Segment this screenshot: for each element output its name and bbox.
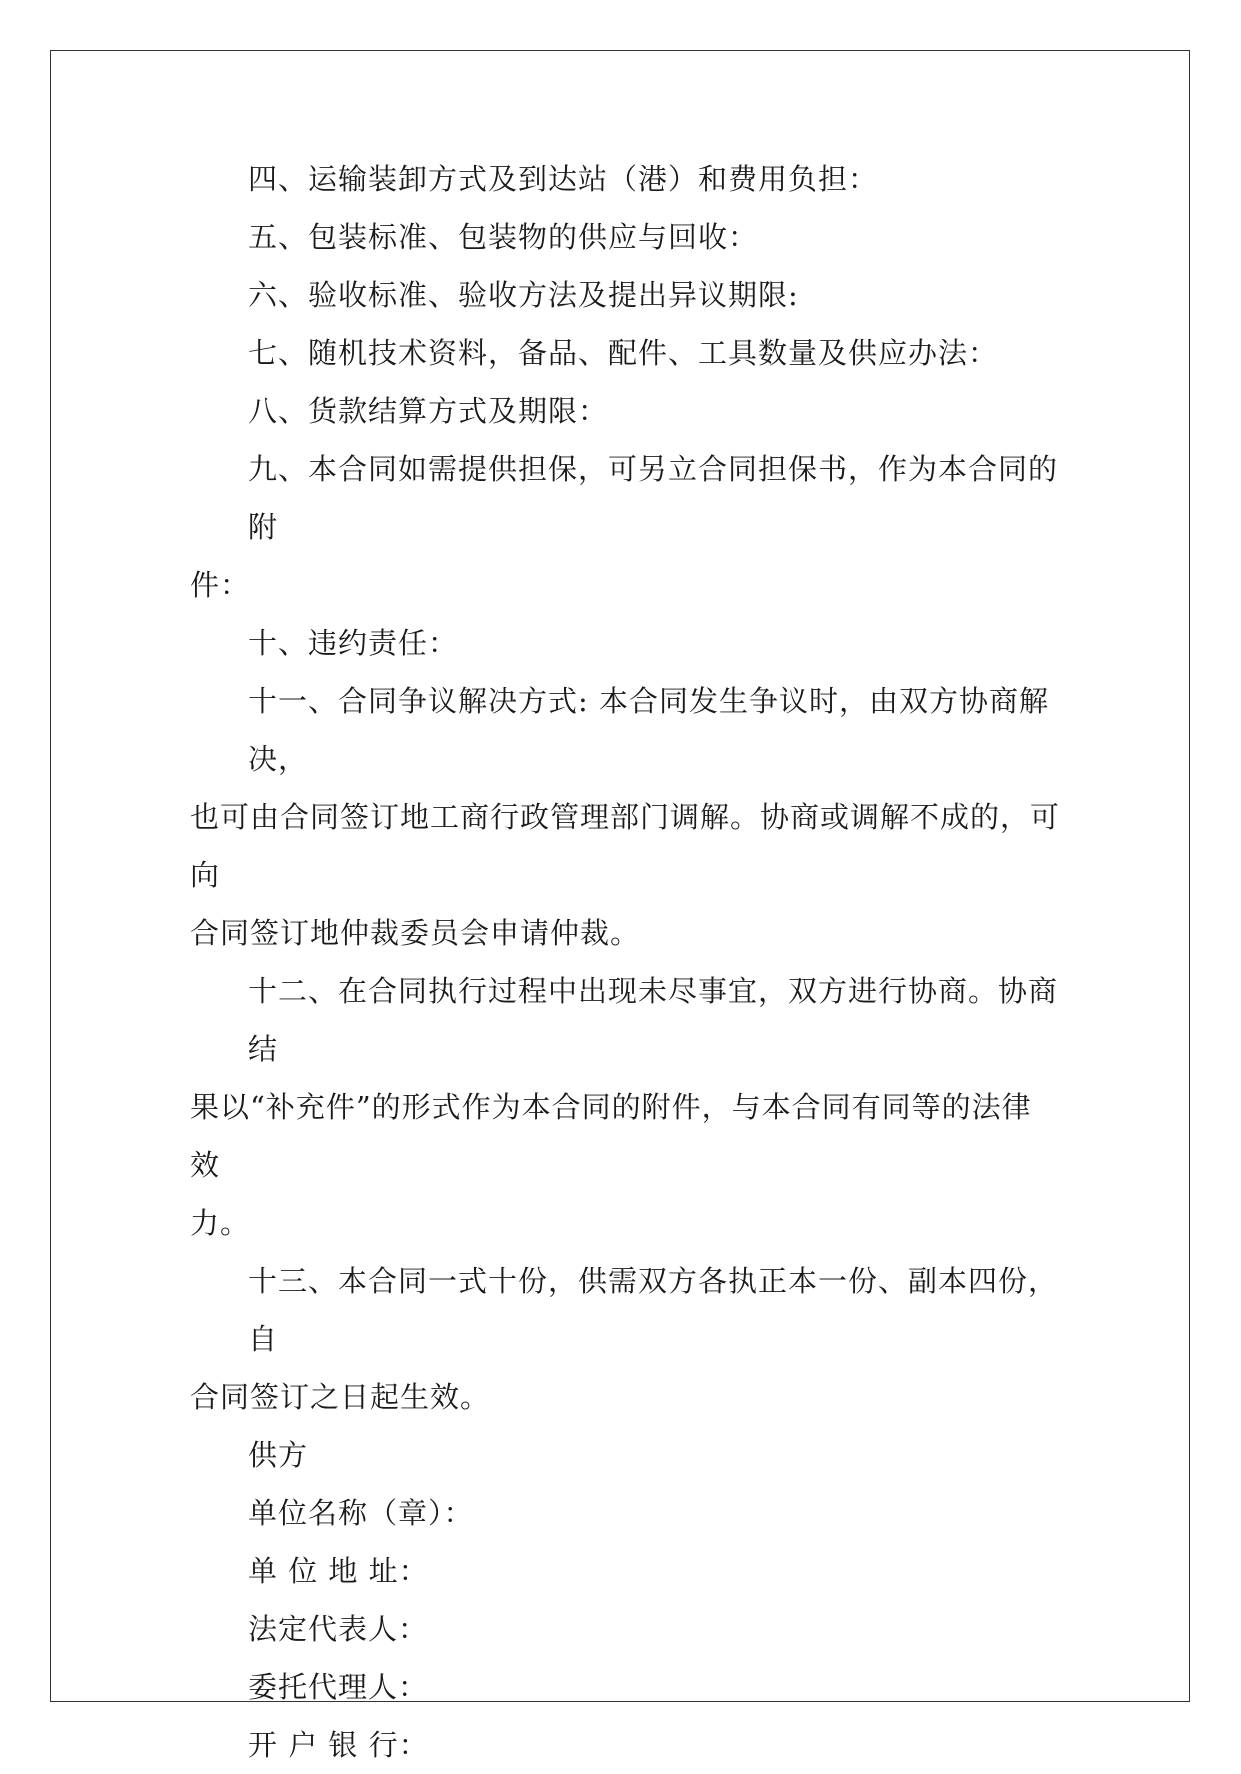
unit-name-field: 单位名称（章）： xyxy=(248,1496,474,1530)
clause-11 xyxy=(190,672,1060,962)
clause-line: 十、违约责任： xyxy=(248,626,459,660)
clause-line: 合同签订地仲裁委员会申请仲裁。 xyxy=(190,916,641,950)
legal-representative-field: 法定代表人： xyxy=(248,1612,429,1646)
clause-line: 五、包装标准、包装物的供应与回收： xyxy=(248,220,759,254)
clause-line: 七、随机技术资料，备品、配件、工具数量及供应办法： xyxy=(248,336,999,370)
clause-6 xyxy=(190,266,1060,324)
clause-line: 也可由合同签订地工商行政管理部门调解。协商或调解不成的，可向 xyxy=(190,800,1061,892)
clause-line: 四、运输装卸方式及到达站（港）和费用负担： xyxy=(248,162,879,196)
clause-line: 果以“补充件”的形式作为本合同的附件，与本合同有同等的法律效 xyxy=(190,1090,1032,1182)
clause-line: 六、验收标准、验收方法及提出异议期限: xyxy=(248,278,799,312)
bank-field: 开 户 银 行： xyxy=(248,1728,429,1762)
clause-8 xyxy=(190,382,1060,440)
clause-line: 十一、合同争议解决方式: 本合同发生争议时，由双方协商解决， xyxy=(248,684,1049,776)
clause-line: 十二、在合同执行过程中出现未尽事宜，双方进行协商。协商结 xyxy=(248,974,1059,1066)
clause-line: 九、本合同如需提供担保，可另立合同担保书，作为本合同的附 xyxy=(248,452,1059,544)
signature-block xyxy=(190,1426,1060,1774)
clause-9 xyxy=(190,440,1060,614)
agent-field: 委托代理人： xyxy=(248,1670,429,1704)
contract-body xyxy=(190,150,1060,1774)
clause-line: 十三、本合同一式十份，供需双方各执正本一份、副本四份，自 xyxy=(248,1264,1059,1356)
party-label: 供方 xyxy=(248,1438,309,1472)
clause-13 xyxy=(190,1252,1060,1426)
clause-4 xyxy=(190,150,1060,208)
clause-10 xyxy=(190,614,1060,672)
clause-12 xyxy=(190,962,1060,1252)
clause-5 xyxy=(190,208,1060,266)
clause-line: 力。 xyxy=(190,1206,251,1240)
clause-line: 件： xyxy=(190,568,251,602)
clause-line: 八、货款结算方式及期限： xyxy=(248,394,609,428)
unit-address-field: 单 位 地 址： xyxy=(248,1554,429,1588)
clause-7 xyxy=(190,324,1060,382)
clause-line: 合同签订之日起生效。 xyxy=(190,1380,491,1414)
